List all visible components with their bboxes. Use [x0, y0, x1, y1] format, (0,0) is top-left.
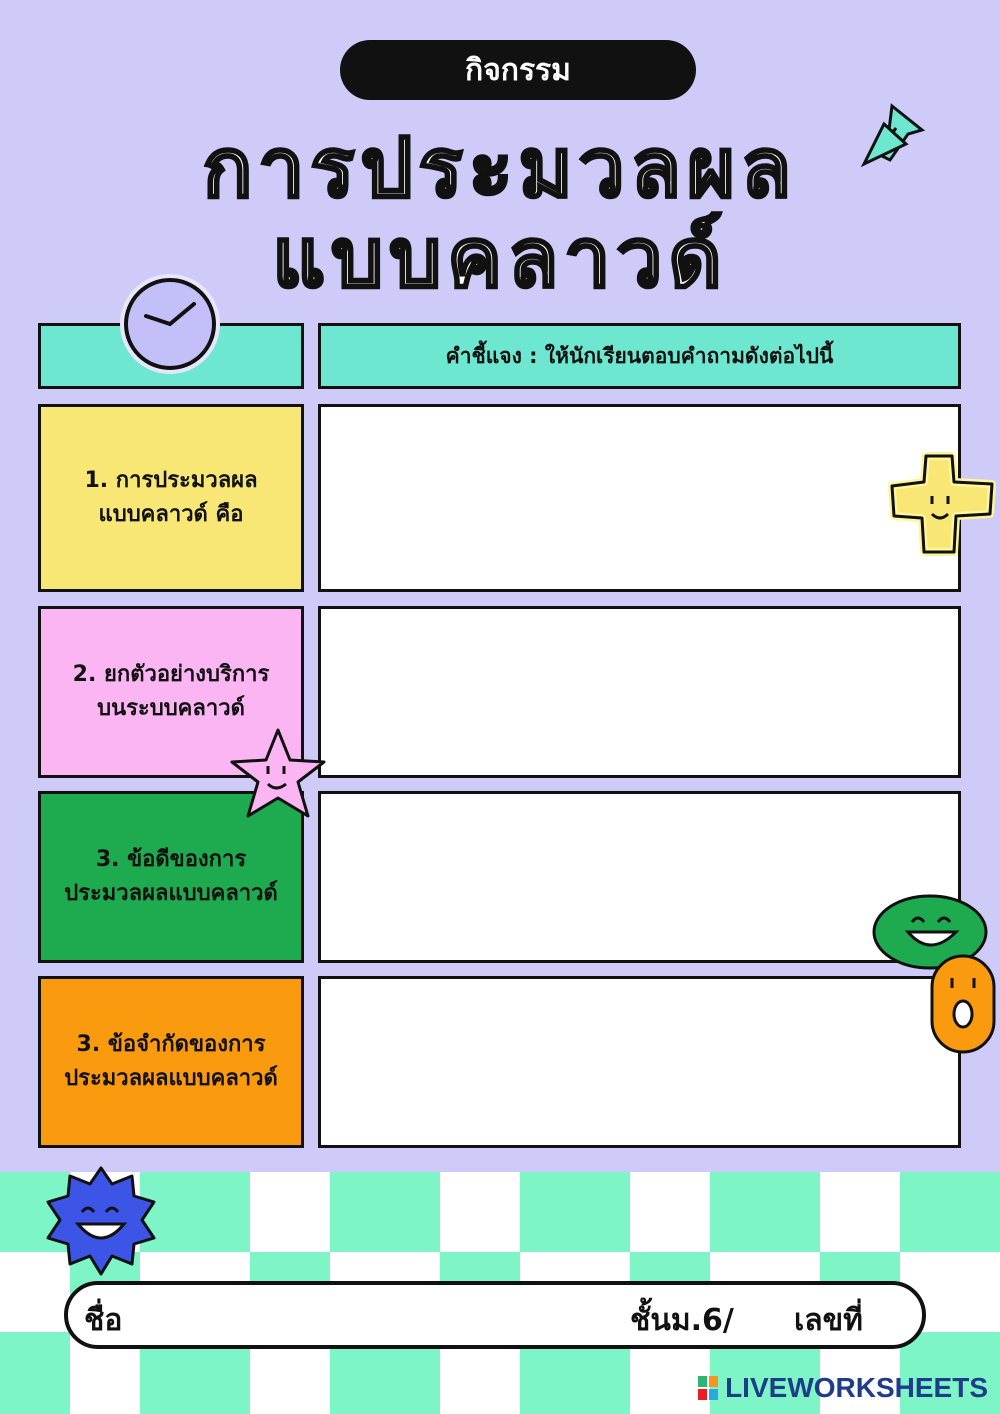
question-2-line2: บนระบบคลาวด์ [97, 696, 245, 721]
question-4-line2: ประมวลผลแบบคลาวด์ [64, 1066, 278, 1091]
question-4-line1: 3. ข้อจำกัดของการ [76, 1031, 266, 1057]
arrow-cursor-icon [850, 98, 930, 173]
instructions-header: คำชี้แจง : ให้นักเรียนตอบคำถามดังต่อไปนี้ [318, 323, 961, 389]
question-3-line1: 3. ข้อดีของการ [95, 846, 247, 872]
question-1-box [38, 404, 304, 592]
question-2-line1: 2. ยกตัวอย่างบริการ [72, 661, 270, 687]
answer-2-box[interactable] [318, 606, 961, 778]
number-label: เลขที่ [794, 1303, 863, 1338]
brand-text: LIVEWORKSHEETS [725, 1372, 988, 1403]
surprised-pill-sticker-icon [928, 952, 998, 1056]
question-1-line1: 1. การประมวลผล [84, 467, 258, 493]
student-info-bar [64, 1281, 926, 1349]
answer-3-box[interactable] [318, 791, 961, 963]
name-label: ชื่อ [84, 1303, 123, 1338]
liveworksheets-logo [697, 1372, 988, 1404]
answer-4-box[interactable] [318, 976, 961, 1148]
question-4-box [38, 976, 304, 1148]
smiley-sun-sticker-icon [44, 1164, 158, 1278]
question-3-line2: ประมวลผลแบบคลาวด์ [64, 881, 278, 906]
answer-1-box[interactable] [318, 404, 961, 592]
smiley-cross-sticker-icon [888, 452, 998, 556]
class-label: ชั้นม.6/ [630, 1303, 734, 1338]
activity-badge: กิจกรรม [340, 40, 696, 100]
liveworksheets-logo-icon [697, 1375, 719, 1401]
clock-icon [118, 272, 222, 376]
smiley-star-sticker-icon [228, 726, 328, 822]
page-title-line1: การประมวลผล [202, 121, 798, 216]
question-1-line2: แบบคลาวด์ คือ [98, 502, 244, 527]
page-title-line2: แบบคลาวด์ [272, 211, 728, 306]
